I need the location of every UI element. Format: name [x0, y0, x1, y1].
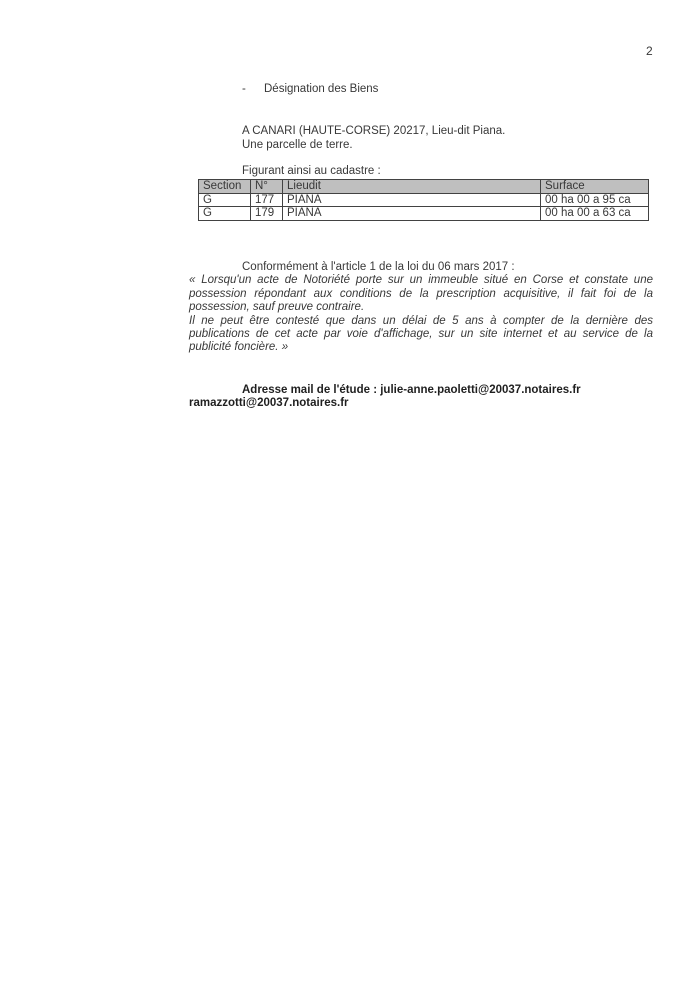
table-cell-surface: 00 ha 00 a 95 ca	[541, 193, 649, 207]
table-cell-section: G	[199, 207, 251, 221]
table-row	[199, 207, 649, 221]
law-quote-part2: Il ne peut être contesté que dans un délai de 5 ans à compter de la dernière des publications de cet acte par voie d'affichage, sur un site internet et au service de la publicité foncière. »	[189, 314, 653, 354]
law-intro: Conformément à l'article 1 de la loi du 06 mars 2017 :	[242, 261, 515, 273]
designation-title: Désignation des Biens	[264, 83, 379, 95]
table-row	[199, 193, 649, 207]
column-header-lieudit: Lieudit	[283, 180, 541, 194]
contact-label: Adresse mail de l'étude :	[242, 384, 381, 396]
table-cell-lieudit: PIANA	[283, 193, 541, 207]
property-address: A CANARI (HAUTE-CORSE) 20217, Lieu-dit Piana.	[242, 125, 506, 137]
column-header-surface: Surface	[541, 180, 649, 194]
list-dash: -	[242, 83, 246, 95]
cadastre-intro: Figurant ainsi au cadastre :	[242, 165, 381, 177]
page-number: 2	[646, 44, 653, 58]
law-reference-block	[189, 261, 653, 355]
table-header-row	[199, 180, 649, 194]
contact-email-secondary: ramazzotti@20037.notaires.fr	[189, 397, 349, 410]
contact-line	[189, 384, 689, 397]
contact-block	[189, 384, 689, 411]
property-parcel: Une parcelle de terre.	[242, 139, 353, 151]
column-header-numero: N°	[251, 180, 283, 194]
contact-email-primary: julie-anne.paoletti@20037.notaires.fr	[380, 384, 581, 396]
table-cell-surface: 00 ha 00 a 63 ca	[541, 207, 649, 221]
table-cell-lieudit: PIANA	[283, 207, 541, 221]
property-description	[242, 124, 505, 152]
cadastre-table	[198, 179, 649, 221]
table-cell-numero: 177	[251, 193, 283, 207]
table-cell-numero: 179	[251, 207, 283, 221]
designation-heading	[242, 83, 378, 97]
law-quote-part1: « Lorsqu'un acte de Notoriété porte sur un immeuble situé en Corse et constate une possession répondant aux conditions de la prescription acquisitive, il fait foi de la possession, sauf preuve contraire.	[189, 274, 653, 314]
column-header-section: Section	[199, 180, 251, 194]
table-cell-section: G	[199, 193, 251, 207]
